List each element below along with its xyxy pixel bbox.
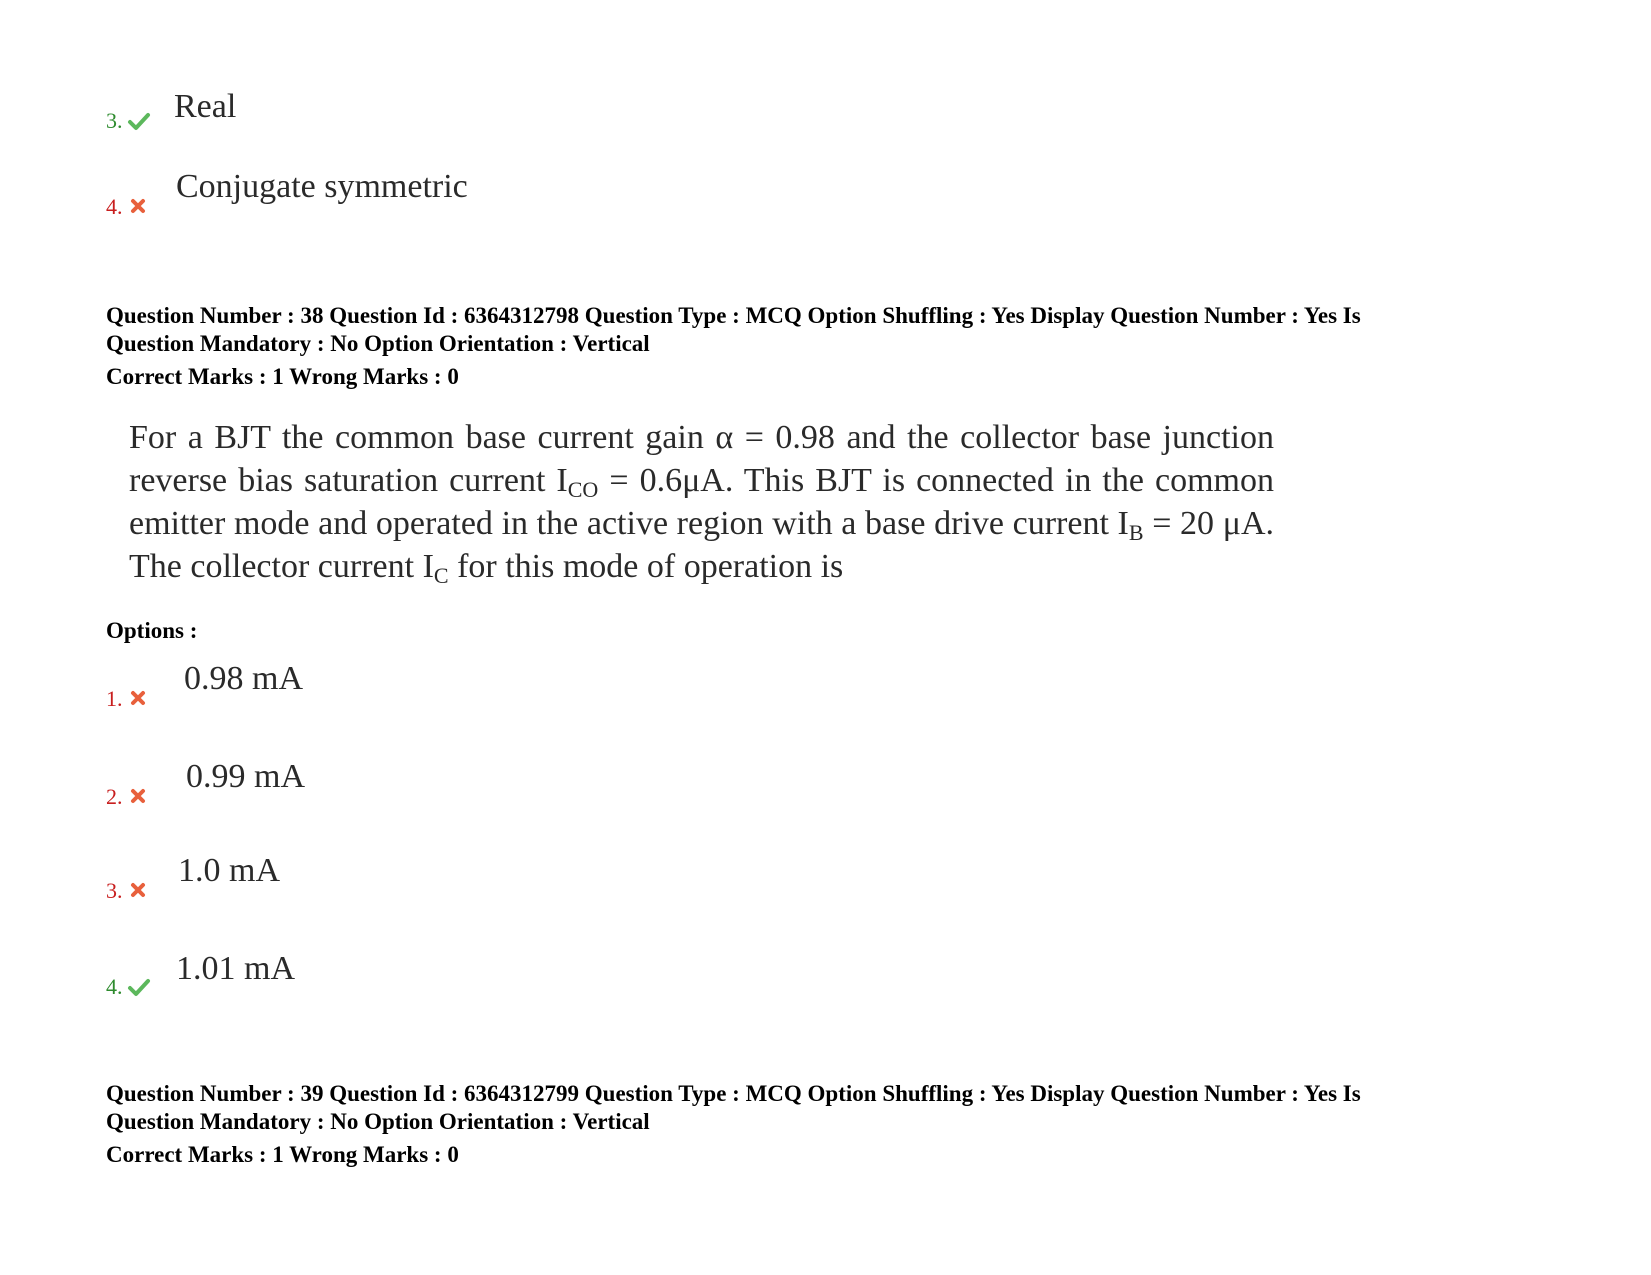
option-row	[106, 110, 151, 132]
cross-icon	[127, 688, 151, 710]
check-icon	[127, 110, 151, 132]
option-number: 3.	[106, 878, 123, 903]
option-text: Real	[174, 88, 237, 125]
question-text-part: For a BJT the common base current gain α = 0.98 and the collector base junction reverse bias saturation current I	[129, 419, 1274, 499]
question-text	[129, 416, 1274, 588]
option-number: 3.	[106, 108, 123, 133]
cross-icon	[127, 196, 151, 218]
option-text: Conjugate symmetric	[176, 168, 468, 205]
option-number: 4.	[106, 194, 123, 219]
option-text: 1.0 mA	[178, 852, 280, 889]
meta-line-1: Question Number : 38 Question Id : 6364312798 Question Type : MCQ Option Shuffling : Yes Display Question Number : Yes Is	[106, 303, 1361, 328]
meta-line-1: Question Number : 39 Question Id : 6364312799 Question Type : MCQ Option Shuffling : Yes Display Question Number : Yes Is	[106, 1081, 1361, 1106]
option-row	[106, 786, 151, 808]
option-row	[106, 880, 151, 902]
option-text: 0.98 mA	[184, 660, 303, 697]
subscript: B	[1128, 520, 1144, 545]
question-text-part: = 0.6μA. This BJT is connected in the common emitter mode and operated in the active region with a base drive current I	[129, 462, 1274, 542]
cross-icon	[127, 880, 151, 902]
marks-line: Correct Marks : 1 Wrong Marks : 0	[106, 1142, 459, 1167]
option-number: 2.	[106, 784, 123, 809]
question-text-part: for this mode of operation is	[448, 548, 844, 585]
marks-line: Correct Marks : 1 Wrong Marks : 0	[106, 364, 459, 389]
options-label: Options :	[106, 618, 198, 643]
meta-line-2: Question Mandatory : No Option Orientation : Vertical	[106, 1109, 650, 1134]
subscript: C	[433, 563, 449, 588]
question-meta	[106, 302, 1526, 358]
option-row	[106, 976, 151, 998]
option-number: 4.	[106, 974, 123, 999]
option-row	[106, 196, 151, 218]
question-text-part: = 20 μA. The collector current I	[129, 505, 1274, 585]
subscript: CO	[567, 477, 599, 502]
option-text: 1.01 mA	[176, 950, 295, 987]
question-meta	[106, 1080, 1526, 1136]
check-icon	[127, 976, 151, 998]
option-text: 0.99 mA	[186, 758, 305, 795]
option-row	[106, 688, 151, 710]
option-number: 1.	[106, 686, 123, 711]
meta-line-2: Question Mandatory : No Option Orientation : Vertical	[106, 331, 650, 356]
cross-icon	[127, 786, 151, 808]
